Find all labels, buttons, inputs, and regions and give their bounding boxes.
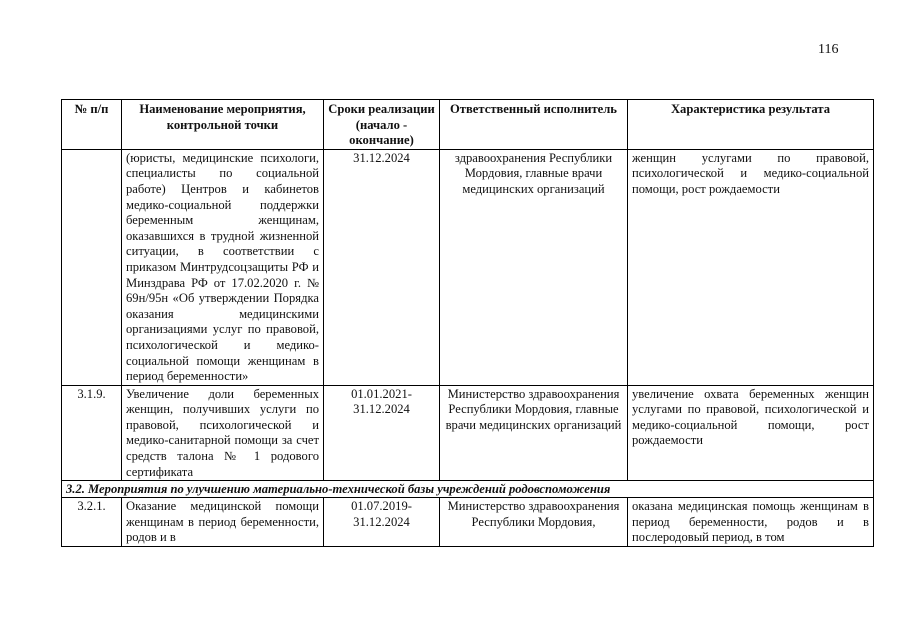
- row-dates: 01.07.2019- 31.12.2024: [324, 498, 440, 547]
- row-name: (юристы, медицинские психологи, специалисты по социальной работе) Центров и кабинетов медико-социальной поддержки беременным женщинам, оказавшихся в трудной жизненной ситуации, в соответствии с приказом Минтрудсоцзащиты РФ и Минздрава РФ от 17.02.2020 г. № 69н/95н «Об утверждении Порядка оказания медицинскими организациями услуг по правовой, психологической и медико-социальной помощи женщинам в период беременности»: [122, 149, 324, 385]
- row-name: Увеличение доли беременных женщин, получивших услуги по правовой, психологической и медико-санитарной помощи за счет средств талона № 1 родового сертификата: [122, 385, 324, 481]
- header-executor: Ответственный исполнитель: [440, 100, 628, 150]
- header-number: № п/п: [62, 100, 122, 150]
- table-row: [62, 385, 874, 481]
- measures-table: [61, 99, 874, 547]
- table-row: [62, 149, 874, 385]
- row-dates: 01.01.2021- 31.12.2024: [324, 385, 440, 481]
- header-dates: Сроки реализации (начало - окончание): [324, 100, 440, 150]
- row-number: 3.1.9.: [62, 385, 122, 481]
- section-row: [62, 481, 874, 498]
- row-result: женщин услугами по правовой, психологической и медико-социальной помощи, рост рождаемости: [628, 149, 874, 385]
- header-name: Наименование мероприятия, контрольной точки: [122, 100, 324, 150]
- row-executor: здравоохранения Республики Мордовия, главные врачи медицинских организаций: [440, 149, 628, 385]
- table-header-row: [62, 100, 874, 150]
- row-name: Оказание медицинской помощи женщинам в период беременности, родов и в: [122, 498, 324, 547]
- section-title: 3.2. Мероприятия по улучшению материально-технической базы учреждений родовспоможения: [62, 481, 874, 498]
- row-result: оказана медицинская помощь женщинам в период беременности, родов и в послеродовый период, в том: [628, 498, 874, 547]
- row-number: [62, 149, 122, 385]
- row-executor: Министерство здравоохранения Республики Мордовия,: [440, 498, 628, 547]
- table-row: [62, 498, 874, 547]
- row-result: увеличение охвата беременных женщин услугами по правовой, психологической и медико-социальной помощи, рост рождаемости: [628, 385, 874, 481]
- row-executor: Министерство здравоохранения Республики Мордовия, главные врачи медицинских организаций: [440, 385, 628, 481]
- page-number: 116: [818, 42, 839, 57]
- row-number: 3.2.1.: [62, 498, 122, 547]
- row-dates: 31.12.2024: [324, 149, 440, 385]
- header-result: Характеристика результата: [628, 100, 874, 150]
